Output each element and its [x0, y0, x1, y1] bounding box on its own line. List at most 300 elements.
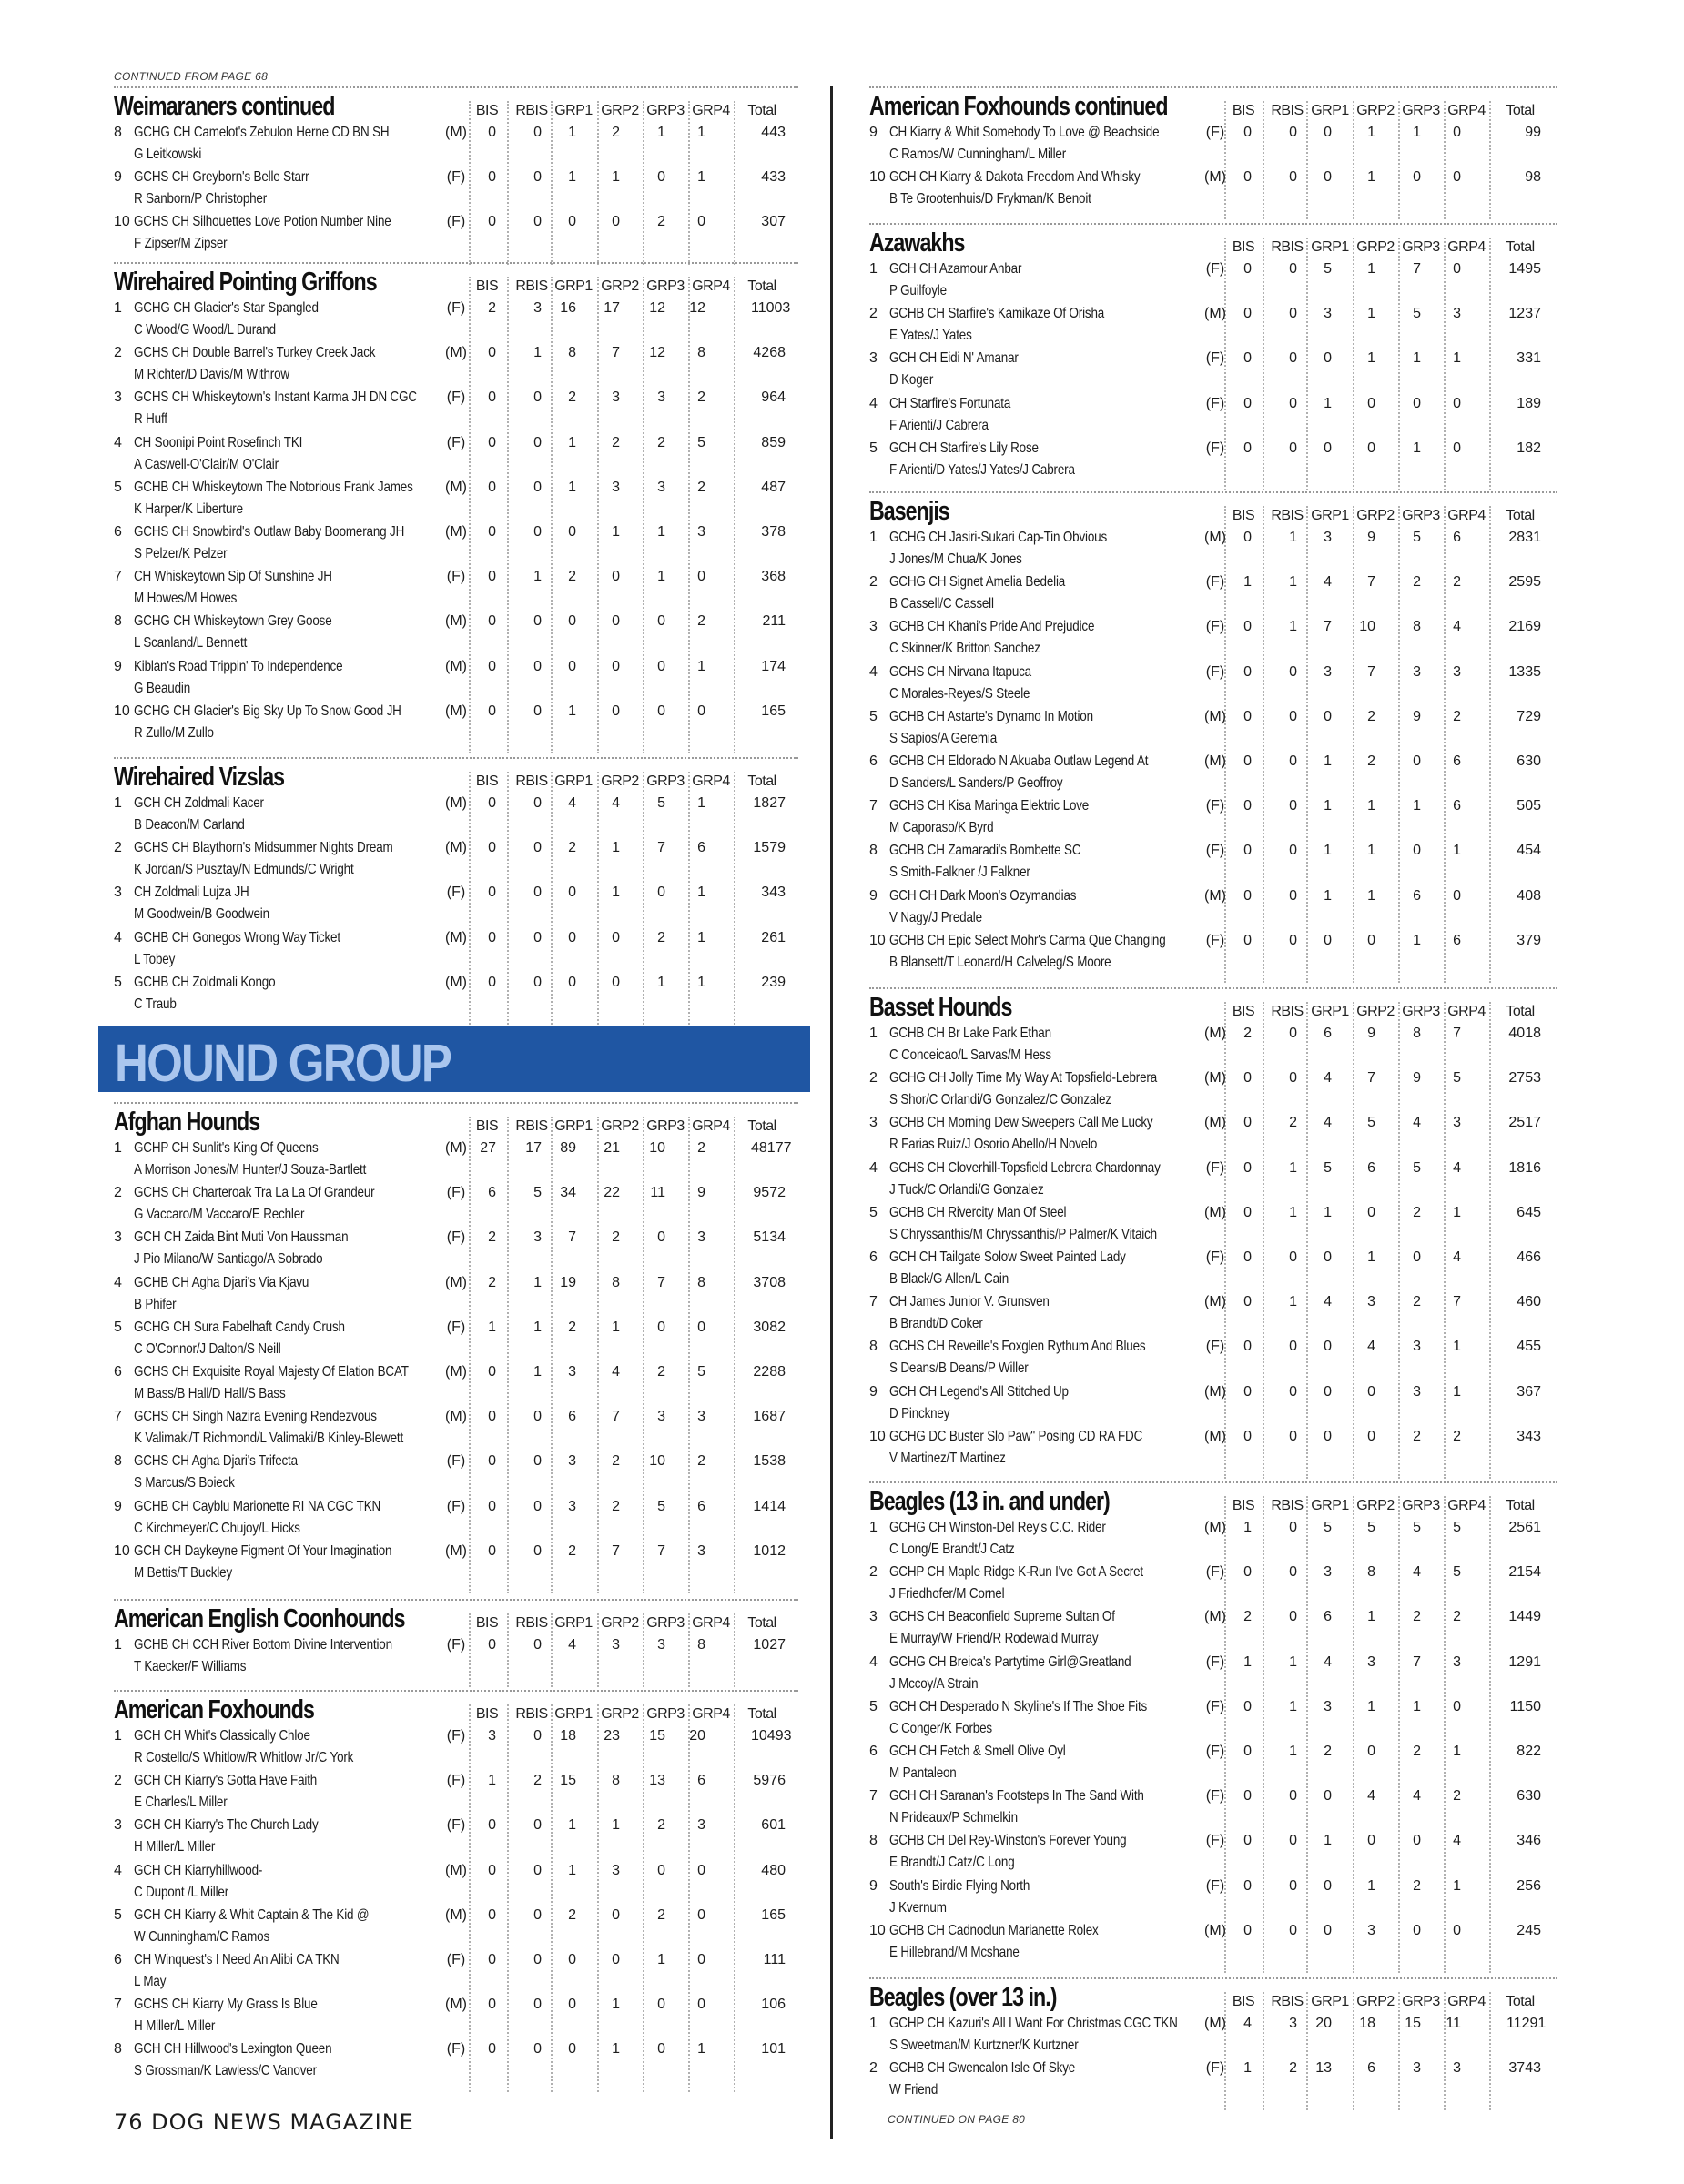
stat-rbis: 0 [533, 1637, 542, 1653]
header-grp3: GRP3 [1402, 508, 1440, 523]
stat-grp2: 0 [1367, 1204, 1375, 1220]
stat-rbis: 0 [1289, 306, 1297, 322]
stat-rbis: 0 [533, 703, 542, 719]
entry-rank: 10 [114, 1542, 130, 1559]
stat-grp1: 4 [1324, 1070, 1332, 1087]
stats-header [114, 1706, 798, 1726]
dog-name: GCH CH Kiarry & Whit Captain & The Kid @ [134, 1906, 370, 1923]
dog-sex: (M) [445, 1409, 467, 1425]
header-grp3: GRP3 [1402, 1994, 1440, 2009]
stat-grp2: 2 [612, 125, 620, 140]
stat-grp3: 5 [657, 1498, 665, 1514]
dog-sex: (M) [445, 1862, 467, 1878]
header-rbis: RBIS [515, 774, 548, 789]
stat-bis: 0 [488, 214, 496, 230]
stat-grp4: 0 [697, 1906, 705, 1923]
dog-name: GCHB CH Eldorado N Akuaba Outlaw Legend At [889, 753, 1149, 769]
dog-name: GCH CH Whit's Classically Chloe [134, 1728, 310, 1744]
stat-grp4: 6 [1453, 753, 1461, 769]
dog-owners: H Miller/L Miller [134, 2018, 216, 2035]
stat-grp1: 1 [568, 169, 576, 186]
stat-total: 1335 [1508, 663, 1541, 680]
dog-sex: (F) [446, 2041, 466, 2058]
stat-grp3: 12 [649, 300, 665, 316]
stats-header [869, 1004, 1557, 1024]
stat-rbis: 3 [533, 300, 542, 316]
dog-entry [114, 2041, 798, 2087]
header-grp2: GRP2 [601, 774, 639, 789]
dog-entry [114, 1773, 798, 1818]
entry-rank: 10 [114, 703, 130, 719]
stat-bis: 0 [488, 1637, 496, 1653]
dog-owners: P Guilfoyle [889, 283, 947, 298]
stat-rbis: 0 [533, 929, 542, 945]
header-grp2: GRP2 [1356, 1498, 1395, 1513]
stat-grp3: 0 [1413, 1249, 1421, 1265]
stat-grp4: 2 [697, 613, 705, 630]
dog-entry [869, 888, 1557, 934]
header-rbis: RBIS [1271, 1994, 1304, 2009]
column-divider [830, 86, 833, 2138]
stat-rbis: 0 [1289, 440, 1297, 456]
stat-grp2: 0 [1367, 1428, 1375, 1444]
dog-owners: C Dupont /L Miller [134, 1884, 229, 1900]
stat-total: 11291 [1506, 2016, 1547, 2031]
header-bis: BIS [475, 1118, 499, 1134]
stat-bis: 0 [1243, 1833, 1252, 1849]
stat-grp4: 5 [697, 434, 705, 450]
dog-sex: (M) [1204, 1115, 1226, 1131]
stat-total: 378 [761, 524, 786, 540]
breed-title: Wirehaired Pointing Griffons [114, 268, 377, 297]
stat-total: 101 [761, 2041, 786, 2058]
dog-name: GCH CH Zoldmali Kacer [134, 795, 264, 811]
entry-rank: 1 [114, 1637, 122, 1653]
dog-owners: K Valimaki/T Richmond/L Valimaki/B Kinley-Blewett [134, 1431, 404, 1447]
stat-grp2: 2 [612, 1453, 620, 1470]
dog-name: GCHS CH Kiarry My Grass Is Blue [134, 1997, 318, 2013]
dog-owners: B Blansett/T Leonard/H Calveleg/S Moore [889, 954, 1111, 970]
stat-bis: 0 [1243, 932, 1252, 948]
stat-grp4: 6 [697, 1773, 705, 1789]
stat-total: 455 [1517, 1339, 1541, 1355]
stat-total: 5134 [753, 1229, 786, 1246]
dog-entry [114, 795, 798, 841]
entry-rank: 5 [114, 1906, 122, 1923]
stat-grp4: 3 [1453, 1115, 1461, 1131]
dog-entry [869, 1294, 1557, 1340]
stat-grp2: 4 [1367, 1339, 1375, 1355]
stat-grp2: 3 [612, 389, 620, 406]
dog-name: GCH CH Saranan's Footsteps In The Sand With [889, 1788, 1144, 1805]
stat-rbis: 0 [1289, 1609, 1297, 1625]
stat-grp1: 5 [1324, 1159, 1332, 1176]
entry-rank: 4 [114, 1274, 122, 1290]
breed-title: Wirehaired Vizslas [114, 763, 285, 792]
dog-sex: (M) [445, 929, 467, 945]
dog-entry [114, 1863, 798, 1908]
stat-grp2: 1 [1367, 125, 1375, 140]
header-rbis: RBIS [515, 278, 548, 294]
breed-title: American English Coonhounds [114, 1604, 405, 1633]
stat-total: 1414 [753, 1498, 786, 1514]
stat-grp2: 0 [612, 214, 620, 230]
stat-grp1: 0 [568, 613, 576, 630]
dog-sex: (F) [1205, 1339, 1225, 1355]
stat-grp3: 5 [1413, 306, 1421, 322]
stat-grp4: 6 [1453, 932, 1461, 948]
stat-bis: 0 [488, 1952, 496, 1967]
dog-name: GCHS CH Beaconfield Supreme Sultan Of [889, 1609, 1115, 1625]
stat-grp3: 0 [1413, 395, 1421, 411]
dog-owners: C Skinner/K Britton Sanchez [889, 641, 1040, 657]
header-grp1: GRP1 [554, 278, 593, 294]
dog-entry [869, 1788, 1557, 1834]
stat-total: 630 [1517, 753, 1541, 769]
stats-header [869, 103, 1557, 123]
stat-grp2: 4 [612, 795, 620, 811]
stat-total: 239 [761, 974, 786, 990]
dog-entry [114, 1140, 798, 1186]
dog-entry [869, 1429, 1557, 1474]
dog-sex: (M) [1204, 708, 1226, 724]
dog-sex: (F) [446, 1229, 466, 1246]
dog-owners: J Tuck/C Orlandi/G Gonzalez [889, 1181, 1044, 1198]
header-grp1: GRP1 [1311, 1994, 1349, 2009]
entry-rank: 2 [114, 1185, 122, 1201]
stat-rbis: 2 [1289, 2060, 1297, 2077]
entry-rank: 3 [114, 389, 122, 406]
dog-entry [869, 530, 1557, 575]
header-grp3: GRP3 [1402, 1004, 1440, 1019]
dog-entry [114, 1453, 798, 1499]
stat-grp1: 7 [1324, 619, 1332, 635]
header-total: Total [747, 774, 776, 789]
dog-entry [869, 933, 1557, 978]
stat-total: 2831 [1508, 530, 1541, 545]
dog-entry [869, 1520, 1557, 1565]
stat-bis: 0 [488, 569, 496, 585]
stat-grp3: 0 [1413, 1922, 1421, 1938]
stat-total: 2595 [1508, 574, 1541, 591]
dog-entry [869, 664, 1557, 710]
stat-bis: 0 [1243, 887, 1252, 904]
dog-name: GCHS CH Whiskeytown's Instant Karma JH DN CGC [134, 389, 417, 406]
stat-grp2: 0 [1367, 1383, 1375, 1400]
stat-grp2: 1 [612, 1319, 620, 1335]
dog-owners: R Huff [134, 411, 167, 428]
stat-bis: 1 [1243, 1520, 1252, 1535]
stat-total: 379 [1517, 932, 1541, 948]
stat-rbis: 0 [533, 1453, 542, 1470]
stat-grp2: 0 [612, 974, 620, 990]
dog-entry [869, 1564, 1557, 1610]
section-divider [114, 757, 798, 759]
dog-name: GCHP CH Sunlit's King Of Queens [134, 1140, 319, 1156]
stat-grp1: 0 [1324, 1249, 1332, 1265]
entry-rank: 8 [114, 613, 122, 630]
stat-grp3: 1 [657, 974, 665, 990]
dog-name: GCHB CH Cadnoclun Marianette Rolex [889, 1922, 1099, 1938]
dog-owners: B Phifer [134, 1296, 177, 1312]
stat-grp3: 7 [657, 1274, 665, 1290]
dog-sex: (M) [1204, 306, 1226, 322]
entry-rank: 5 [869, 440, 878, 456]
stat-grp4: 1 [1453, 1877, 1461, 1894]
dog-owners: C Conceicao/L Sarvas/M Hess [889, 1047, 1051, 1063]
dog-sex: (F) [446, 569, 466, 585]
dog-sex: (F) [446, 434, 466, 450]
dog-name: GCHB CH Agha Djari's Via Kjavu [134, 1274, 309, 1290]
stat-grp1: 0 [568, 524, 576, 540]
dog-sex: (F) [1205, 663, 1225, 680]
stat-bis: 0 [488, 929, 496, 945]
header-rbis: RBIS [1271, 1498, 1304, 1513]
dog-entry [114, 1499, 798, 1544]
dog-owners: R Farias Ruiz/J Osorio Abello/H Novelo [889, 1137, 1098, 1153]
stat-grp1: 4 [1324, 1294, 1332, 1310]
stat-bis: 0 [1243, 1249, 1252, 1265]
stat-rbis: 1 [1289, 1204, 1297, 1220]
entry-rank: 1 [869, 261, 878, 277]
entry-rank: 2 [869, 306, 878, 322]
stat-grp2: 1 [1367, 1698, 1375, 1714]
dog-entry [114, 1229, 798, 1275]
stat-grp4: 5 [697, 1364, 705, 1380]
dog-owners: H Miller/L Miller [134, 1839, 216, 1855]
stat-grp2: 3 [1367, 1922, 1375, 1938]
header-rbis: RBIS [1271, 103, 1304, 118]
entry-rank: 9 [869, 125, 878, 140]
stat-total: 174 [761, 658, 786, 674]
stat-bis: 0 [488, 1409, 496, 1425]
stat-rbis: 0 [533, 1728, 542, 1744]
dog-sex: (M) [1204, 1609, 1226, 1625]
stat-rbis: 0 [1289, 1428, 1297, 1444]
stat-total: 505 [1517, 798, 1541, 814]
entry-rank: 1 [869, 2016, 878, 2031]
stat-total: 245 [1517, 1922, 1541, 1938]
dog-owners: C Traub [134, 996, 177, 1012]
dog-owners: B Te Grootenhuis/D Frykman/K Benoit [889, 191, 1091, 207]
stat-bis: 0 [1243, 125, 1252, 140]
stat-total: 964 [761, 389, 786, 406]
entry-rank: 1 [869, 1520, 878, 1535]
stat-grp2: 0 [612, 658, 620, 674]
dog-owners: C Conger/K Forbes [889, 1720, 992, 1736]
dog-name: GCHB CH Khani's Pride And Prejudice [889, 619, 1095, 635]
dog-name: GCH CH Starfire's Lily Rose [889, 440, 1039, 456]
stat-total: 48177 [751, 1140, 792, 1156]
stat-grp1: 34 [560, 1185, 576, 1201]
dog-sex: (F) [446, 1728, 466, 1744]
stat-grp4: 0 [697, 703, 705, 719]
stat-total: 822 [1517, 1744, 1541, 1759]
stat-bis: 0 [488, 613, 496, 630]
stat-grp1: 2 [568, 1542, 576, 1559]
stat-grp3: 0 [657, 1862, 665, 1878]
stat-grp2: 1 [612, 1997, 620, 2013]
stat-bis: 2 [1243, 1026, 1252, 1041]
stat-grp3: 7 [657, 1542, 665, 1559]
header-total: Total [747, 103, 776, 118]
stat-grp2: 2 [612, 434, 620, 450]
breed-title: American Foxhounds [114, 1695, 314, 1724]
header-grp3: GRP3 [1402, 103, 1440, 118]
entry-rank: 8 [869, 1833, 878, 1849]
dog-sex: (F) [1205, 440, 1225, 456]
stat-grp2: 1 [1367, 843, 1375, 859]
stat-grp2: 7 [1367, 1070, 1375, 1087]
entry-rank: 7 [114, 1997, 122, 2013]
header-rbis: RBIS [515, 103, 548, 118]
dog-sex: (M) [1204, 1383, 1226, 1400]
stat-grp1: 0 [1324, 1428, 1332, 1444]
stat-grp1: 1 [568, 703, 576, 719]
stat-grp1: 3 [1324, 1698, 1332, 1714]
entry-rank: 3 [114, 1229, 122, 1246]
dog-name: Kiblan's Road Trippin' To Independence [134, 658, 343, 674]
dog-entry [869, 1833, 1557, 1878]
entry-rank: 5 [114, 479, 122, 495]
stat-bis: 0 [488, 524, 496, 540]
dog-entry [869, 2060, 1557, 2106]
stat-total: 1687 [753, 1409, 786, 1425]
stat-grp1: 6 [568, 1409, 576, 1425]
dog-name: GCH CH Eidi N' Amanar [889, 350, 1019, 367]
stat-grp2: 1 [612, 169, 620, 186]
stat-grp1: 0 [1324, 708, 1332, 724]
header-grp4: GRP4 [1447, 239, 1486, 255]
continued-on-label: CONTINUED ON PAGE 80 [888, 2113, 1026, 2126]
stat-grp3: 3 [1413, 2060, 1421, 2077]
dog-name: GCHG CH Glacier's Big Sky Up To Snow Good JH [134, 703, 401, 719]
dog-name: GCHG CH Jasiri-Sukari Cap-Tin Obvious [889, 530, 1107, 545]
stat-total: 98 [1525, 169, 1541, 186]
stat-grp2: 1 [1367, 306, 1375, 322]
stat-rbis: 0 [533, 795, 542, 811]
header-grp4: GRP4 [1447, 1994, 1486, 2009]
stat-grp3: 3 [657, 1409, 665, 1425]
dog-sex: (M) [445, 1906, 467, 1923]
dog-name: GCH CH Kiarryhillwood- [134, 1862, 263, 1878]
dog-sex: (M) [1204, 1428, 1226, 1444]
stat-rbis: 0 [1289, 1564, 1297, 1581]
dog-entry [869, 1160, 1557, 1206]
stat-grp1: 15 [560, 1773, 576, 1789]
stat-grp1: 2 [568, 1906, 576, 1923]
header-grp2: GRP2 [1356, 1994, 1395, 2009]
header-grp2: GRP2 [601, 1118, 639, 1134]
breed-section [114, 1599, 798, 1687]
stat-grp3: 3 [657, 389, 665, 406]
stat-total: 343 [761, 885, 786, 901]
stat-grp4: 2 [1453, 1609, 1461, 1625]
stat-grp4: 0 [1453, 887, 1461, 904]
header-grp2: GRP2 [601, 278, 639, 294]
dog-entry [114, 885, 798, 930]
section-divider [114, 1690, 798, 1692]
stat-rbis: 0 [1289, 1520, 1297, 1535]
dog-sex: (M) [445, 1997, 467, 2013]
header-grp1: GRP1 [554, 103, 593, 118]
stat-grp3: 13 [649, 1773, 665, 1789]
stat-grp4: 6 [1453, 798, 1461, 814]
stat-grp4: 3 [697, 1229, 705, 1246]
dog-entry [869, 1878, 1557, 1924]
entry-rank: 9 [114, 1498, 122, 1514]
stat-grp4: 0 [1453, 440, 1461, 456]
stat-grp3: 3 [1413, 1383, 1421, 1400]
stat-rbis: 0 [1289, 1070, 1297, 1087]
entry-rank: 6 [114, 1364, 122, 1380]
dog-name: GCHS CH Double Barrel's Turkey Creek Jack [134, 345, 376, 361]
stat-grp1: 2 [568, 840, 576, 856]
entry-rank: 6 [869, 753, 878, 769]
entry-rank: 8 [869, 1339, 878, 1355]
stat-bis: 0 [488, 885, 496, 901]
stat-rbis: 1 [533, 1274, 542, 1290]
dog-sex: (F) [1205, 1698, 1225, 1714]
dog-sex: (F) [1205, 1744, 1225, 1759]
stat-rbis: 0 [533, 1817, 542, 1834]
stat-grp2: 1 [1367, 887, 1375, 904]
dog-entry [114, 169, 798, 215]
stat-grp1: 2 [568, 1319, 576, 1335]
stat-rbis: 1 [1289, 574, 1297, 591]
stat-bis: 0 [488, 1453, 496, 1470]
stat-grp4: 1 [1453, 1204, 1461, 1220]
stat-rbis: 0 [1289, 1026, 1297, 1041]
entry-rank: 2 [869, 574, 878, 591]
stat-grp3: 3 [1413, 663, 1421, 680]
stat-grp1: 1 [1324, 395, 1332, 411]
dog-sex: (F) [446, 1453, 466, 1470]
stat-grp1: 6 [1324, 1609, 1332, 1625]
dog-sex: (F) [446, 885, 466, 901]
section-divider [869, 1481, 1557, 1483]
dog-owners: N Prideaux/P Schmelkin [889, 1810, 1018, 1826]
stat-grp2: 1 [1367, 169, 1375, 186]
stat-rbis: 5 [533, 1185, 542, 1201]
dog-name: South's Birdie Flying North [889, 1877, 1030, 1894]
dog-name: GCHG CH Glacier's Star Spangled [134, 300, 319, 316]
stat-grp3: 1 [657, 1952, 665, 1967]
header-grp3: GRP3 [1402, 1498, 1440, 1513]
stat-bis: 0 [1243, 798, 1252, 814]
dog-owners: S Pelzer/K Pelzer [134, 546, 228, 561]
dog-name: GCH CH Tailgate Solow Sweet Painted Lady [889, 1249, 1126, 1265]
stat-rbis: 1 [1289, 1744, 1297, 1759]
dog-sex: (F) [446, 169, 466, 186]
stat-grp2: 9 [1367, 530, 1375, 545]
stat-rbis: 0 [1289, 395, 1297, 411]
entry-rank: 3 [114, 1817, 122, 1834]
stat-grp4: 1 [697, 885, 705, 901]
dog-sex: (F) [446, 1637, 466, 1653]
entry-rank: 3 [869, 350, 878, 367]
stat-bis: 4 [1243, 2016, 1252, 2031]
stat-rbis: 2 [533, 1773, 542, 1789]
header-grp4: GRP4 [692, 103, 730, 118]
dog-owners: M Caporaso/K Byrd [889, 820, 994, 836]
stat-grp4: 1 [1453, 1383, 1461, 1400]
stat-grp2: 0 [1367, 932, 1375, 948]
stat-grp3: 0 [1413, 753, 1421, 769]
stat-grp4: 7 [1453, 1026, 1461, 1041]
dog-sex: (F) [446, 1319, 466, 1335]
stat-total: 454 [1517, 843, 1541, 859]
